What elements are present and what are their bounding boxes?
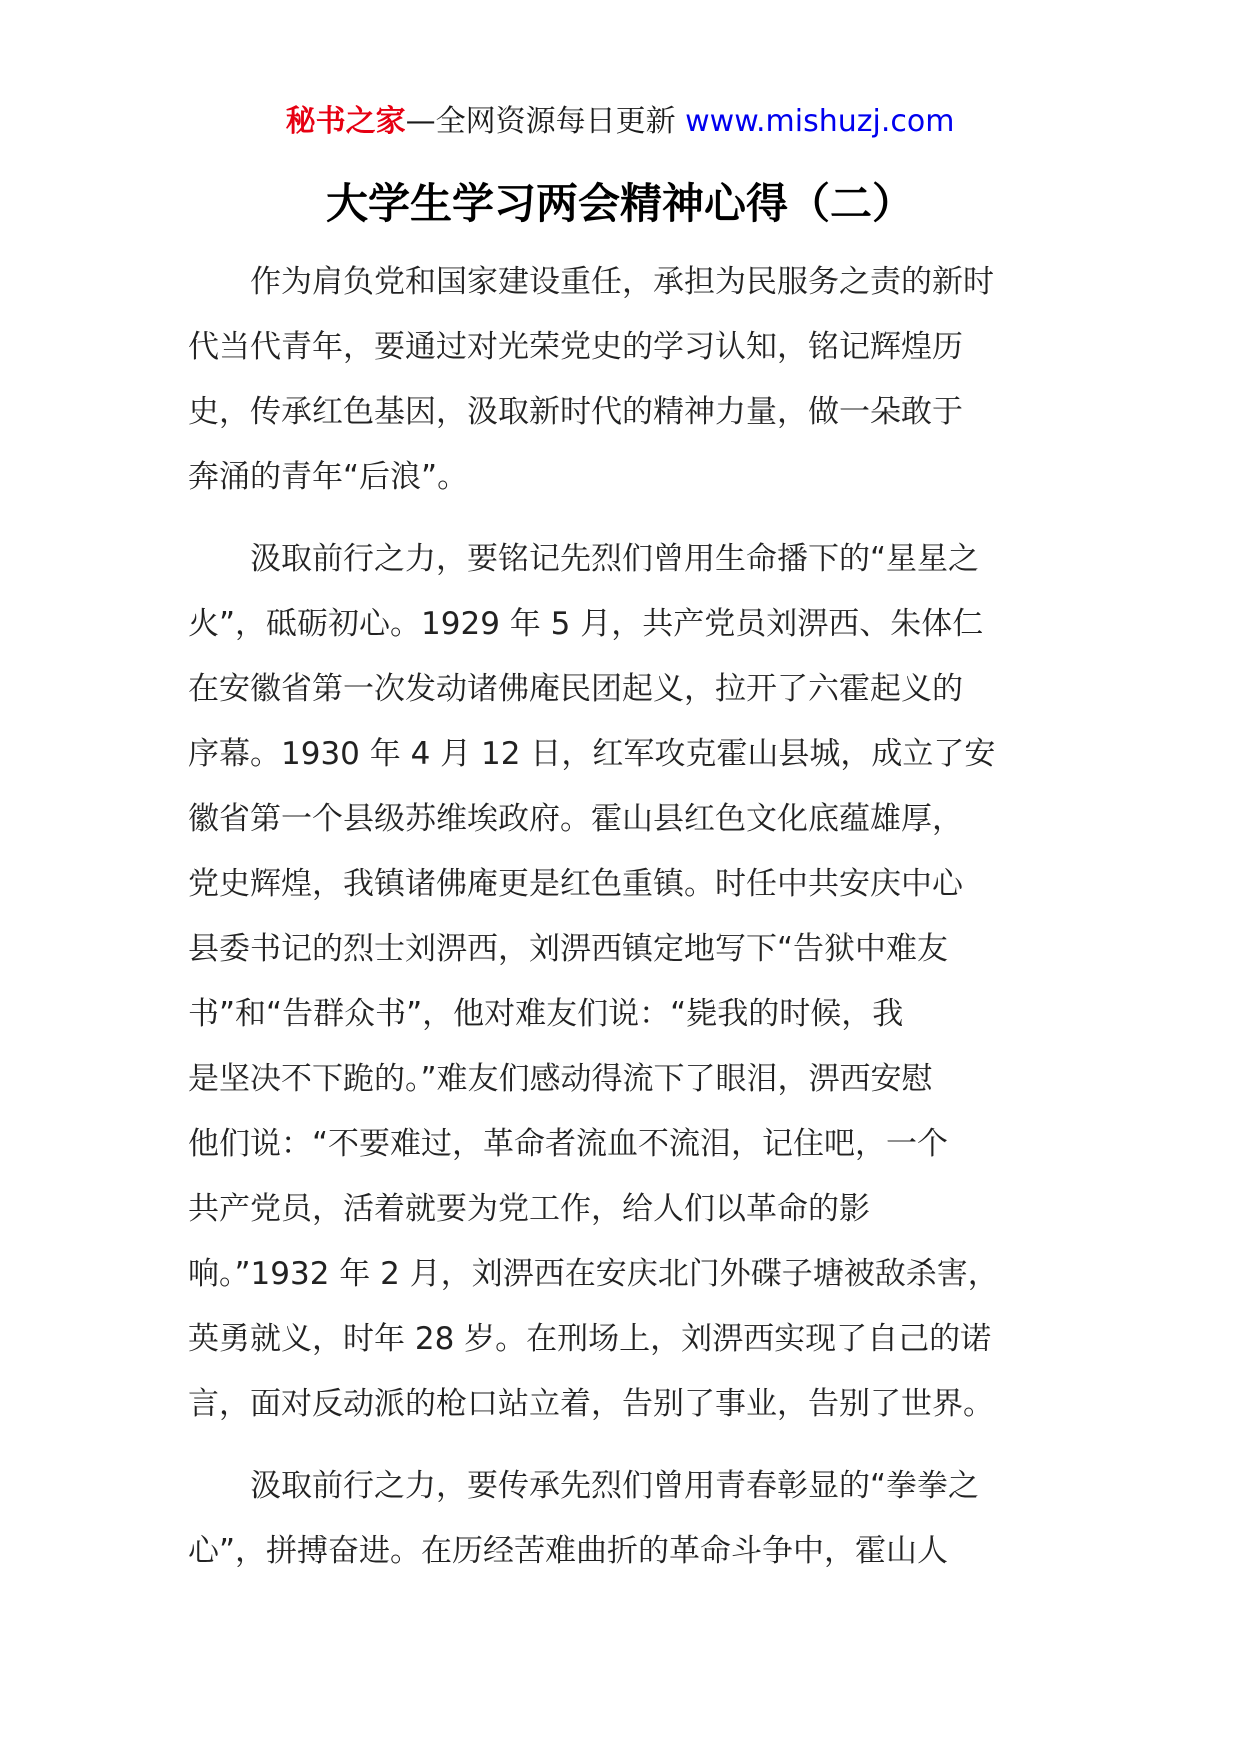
text-line: 汲取前行之力，要铭记先烈们曾用生命播下的“星星之 xyxy=(188,541,980,577)
site-header xyxy=(0,102,1240,142)
text-line: 他们说：“不要难过，革命者流血不流泪，记住吧，一个 xyxy=(188,1126,949,1162)
text-line: 序幕。1930 年 4 月 12 日，红军攻克霍山县城，成立了安 xyxy=(188,736,996,772)
site-url-link[interactable]: www.mishuzj.com xyxy=(685,104,955,139)
text-line: 火”，砥砺初心。1929 年 5 月，共产党员刘淠西、朱体仁 xyxy=(188,606,984,642)
paragraph xyxy=(188,527,1078,1437)
text-line: 是坚决不下跪的。”难友们感动得流下了眼泪，淠西安慰 xyxy=(188,1061,933,1097)
paragraph xyxy=(188,250,1078,510)
paragraph xyxy=(188,1454,1078,1584)
text-line: 汲取前行之力，要传承先烈们曾用青春彰显的“拳拳之 xyxy=(188,1468,980,1504)
text-line: 党史辉煌，我镇诸佛庵更是红色重镇。时任中共安庆中心 xyxy=(188,866,963,902)
text-line: 响。”1932 年 2 月，刘淠西在安庆北门外碟子塘被敌杀害， xyxy=(188,1256,999,1292)
text-line: 言，面对反动派的枪口站立着，告别了事业，告别了世界。 xyxy=(188,1386,994,1422)
text-line: 代当代青年，要通过对光荣党史的学习认知，铭记辉煌历 xyxy=(188,329,963,365)
site-brand: 秘书之家 xyxy=(285,104,406,139)
text-line: 县委书记的烈士刘淠西，刘淠西镇定地写下“告狱中难友 xyxy=(188,931,949,967)
document-title: 大学生学习两会精神心得（二） xyxy=(325,179,914,228)
text-line: 徽省第一个县级苏维埃政府。霍山县红色文化底蕴雄厚， xyxy=(188,801,963,837)
text-line: 书”和“告群众书”，他对难友们说：“毙我的时候，我 xyxy=(188,996,904,1032)
text-line: 奔涌的青年“后浪”。 xyxy=(188,459,469,495)
site-tagline: —全网资源每日更新 xyxy=(405,104,676,139)
text-line: 史，传承红色基因，汲取新时代的精神力量，做一朵敢于 xyxy=(188,394,963,430)
text-line: 英勇就义，时年 28 岁。在刑场上，刘淠西实现了自己的诺 xyxy=(188,1321,992,1357)
text-line: 心”，拼搏奋进。在历经苦难曲折的革命斗争中，霍山人 xyxy=(188,1533,949,1569)
text-line: 共产党员，活着就要为党工作，给人们以革命的影 xyxy=(188,1191,870,1227)
text-line: 作为肩负党和国家建设重任，承担为民服务之责的新时 xyxy=(188,264,994,300)
document-body xyxy=(188,250,1078,1601)
text-line: 在安徽省第一次发动诸佛庵民团起义，拉开了六霍起义的 xyxy=(188,671,963,707)
